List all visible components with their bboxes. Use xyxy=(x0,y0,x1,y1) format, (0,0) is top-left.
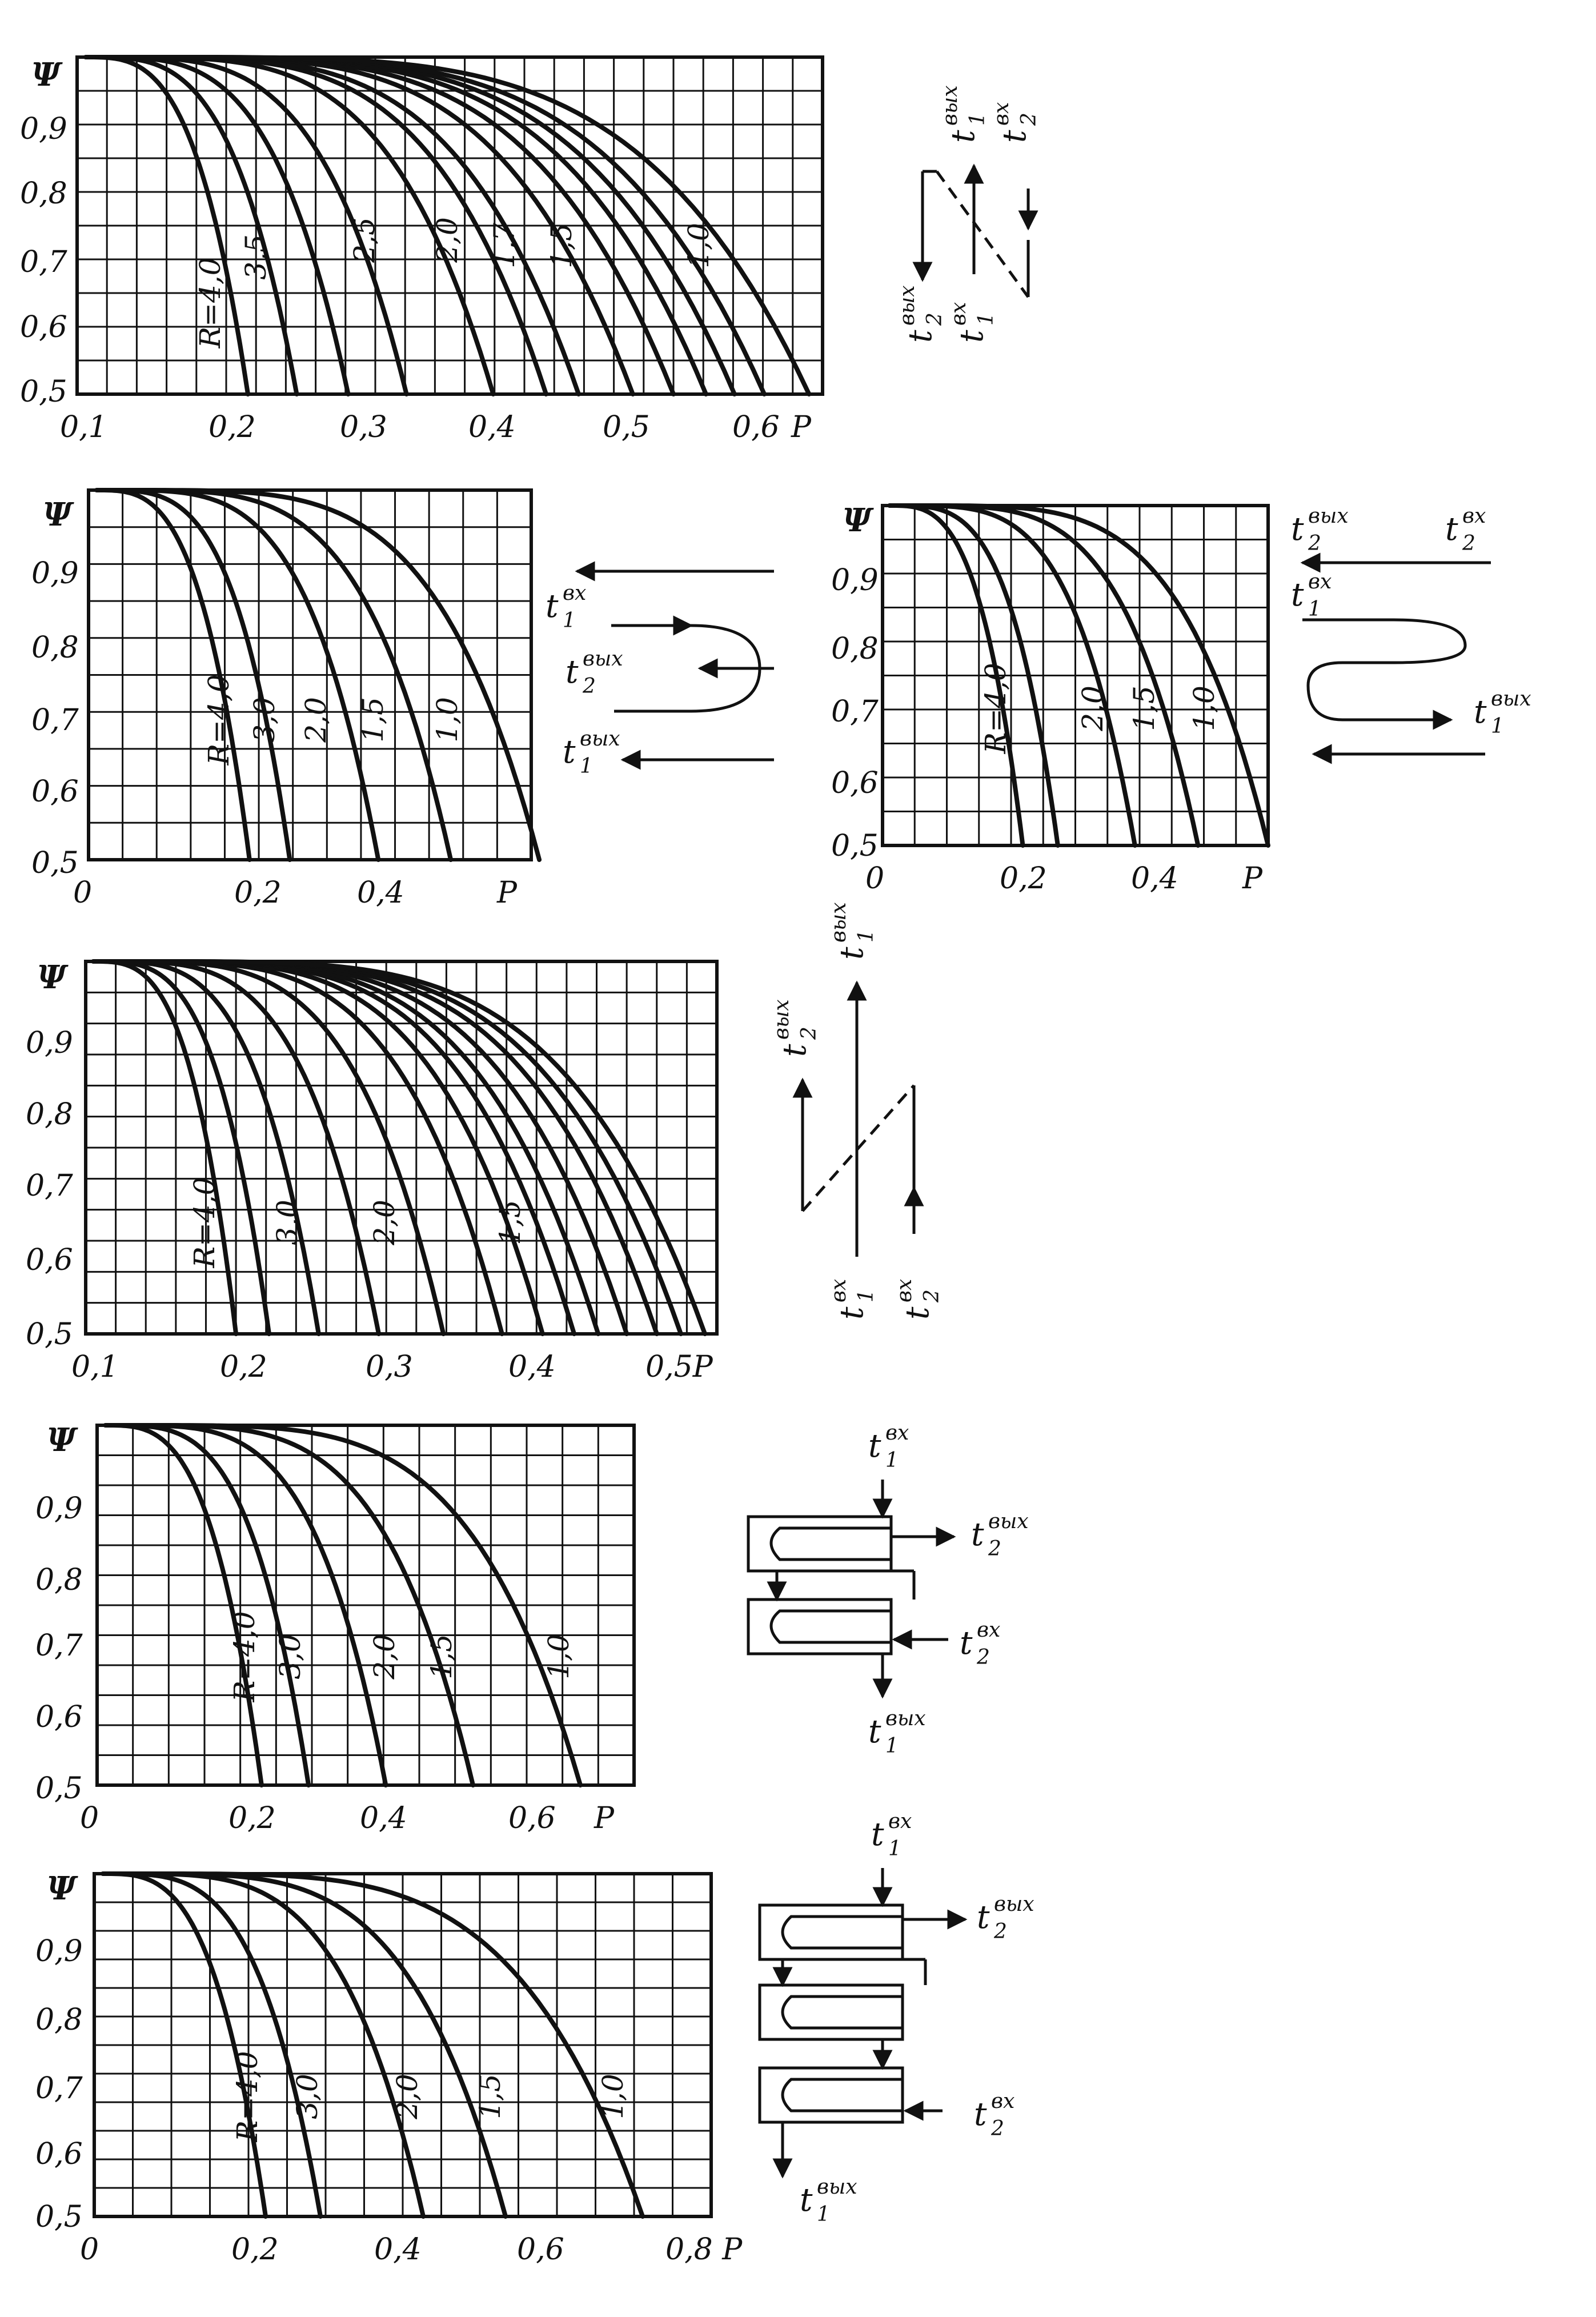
y-tick-label: 0,5 xyxy=(831,829,879,863)
y-tick-label: 0,7 xyxy=(26,1169,73,1203)
x-tick-label: 0,2 xyxy=(228,1801,276,1835)
svg-text:вх: вх xyxy=(947,302,971,326)
svg-text:t: t xyxy=(996,130,1033,143)
series-label: R=4,0 xyxy=(979,663,1012,754)
chart-2 xyxy=(31,490,539,910)
chart-grid xyxy=(89,490,531,860)
series-label: 1,5 xyxy=(425,1634,458,1679)
flow-scheme-6 xyxy=(760,1810,1034,2226)
svg-text:t: t xyxy=(902,330,939,343)
chart-grid xyxy=(86,961,717,1334)
temperature-label xyxy=(947,302,998,343)
y-tick-label: 0,8 xyxy=(26,1097,73,1132)
y-tick-label: 0,6 xyxy=(20,310,67,344)
svg-text:2: 2 xyxy=(797,1027,821,1040)
svg-text:t: t xyxy=(1291,511,1304,548)
y-tick-label: 0,7 xyxy=(831,695,879,729)
series-label: R=4,0 xyxy=(202,674,235,765)
y-tick-label: 0,9 xyxy=(20,112,67,146)
svg-text:1: 1 xyxy=(817,2203,830,2226)
svg-text:2: 2 xyxy=(991,2117,1004,2140)
svg-text:2: 2 xyxy=(583,675,596,698)
y-tick-label: 0,8 xyxy=(20,177,67,211)
series-label: 1,5 xyxy=(474,2074,507,2119)
x-tick-label: P xyxy=(497,876,517,910)
temperature-label xyxy=(566,647,623,698)
temperature-label xyxy=(1474,687,1531,738)
y-tick-label: 0,6 xyxy=(31,775,79,809)
x-tick-label: 0 xyxy=(80,1801,99,1835)
svg-text:2: 2 xyxy=(1308,532,1321,555)
x-tick-label: P xyxy=(594,1801,614,1835)
y-tick-label: 0,8 xyxy=(831,632,879,666)
svg-text:t: t xyxy=(1474,694,1487,731)
series-label: 2,0 xyxy=(368,1634,401,1679)
temperature-label xyxy=(896,285,947,343)
svg-text:t: t xyxy=(953,330,991,343)
chart-3 xyxy=(831,502,1268,896)
temperature-label xyxy=(971,1510,1029,1561)
svg-text:вх: вх xyxy=(827,1278,851,1302)
shell-pass-1 xyxy=(760,1905,903,1959)
series-label: 1,0 xyxy=(596,2074,629,2119)
x-tick-label: 0,6 xyxy=(517,2232,564,2267)
y-tick-label: 0,9 xyxy=(35,1492,83,1526)
chart-4 xyxy=(26,959,717,1384)
svg-text:1: 1 xyxy=(888,1837,901,1861)
shell-pass-1 xyxy=(748,1517,891,1571)
series-label: 1,5 xyxy=(356,697,390,743)
y-tick-label: 0,7 xyxy=(20,245,67,279)
flow-line xyxy=(937,171,1028,297)
chart-6 xyxy=(35,1870,743,2267)
series-label: 1,7 xyxy=(488,223,521,268)
temperature-label xyxy=(960,1618,1000,1669)
svg-text:t: t xyxy=(977,1899,990,1936)
y-tick-label: 0,6 xyxy=(26,1243,73,1277)
svg-text:2: 2 xyxy=(994,1920,1007,1943)
svg-text:t: t xyxy=(833,1306,871,1320)
tube-bundle-2 xyxy=(783,1997,903,2028)
y-tick-label: 0,9 xyxy=(26,1026,73,1060)
series-label: 3,0 xyxy=(291,2074,324,2119)
svg-text:2: 2 xyxy=(1462,532,1475,555)
svg-text:t: t xyxy=(868,1713,881,1750)
y-tick-label: 0,5 xyxy=(35,2200,83,2234)
y-tick-label: 0,7 xyxy=(31,703,79,737)
svg-text:вых: вых xyxy=(770,999,793,1040)
series-label: R=4,0 xyxy=(228,1611,261,1702)
tube-bundle-2 xyxy=(771,1611,891,1642)
x-tick-label: 0,8 P xyxy=(665,2232,743,2267)
y-axis-label: Ψ xyxy=(37,959,67,996)
temperature-label xyxy=(827,902,878,960)
series-label: R=4,0 xyxy=(194,257,227,348)
x-tick-label: 0,6 xyxy=(508,1801,556,1835)
y-tick-label: 0,9 xyxy=(35,1934,83,1969)
svg-text:t: t xyxy=(1445,511,1458,548)
x-tick-label: 0,5P xyxy=(645,1350,713,1384)
x-tick-label: 0 xyxy=(865,861,885,896)
series-label: 1,5 xyxy=(545,223,578,268)
temperature-label xyxy=(1291,570,1332,621)
x-tick-label: 0,2 xyxy=(208,410,256,444)
y-axis-label: Ψ xyxy=(43,496,73,534)
svg-text:1: 1 xyxy=(975,312,998,326)
series-label: R=4,0 xyxy=(188,1177,221,1268)
x-tick-label: 0,2 xyxy=(234,876,282,910)
x-tick-label: 0,2 xyxy=(1000,861,1047,896)
chart-grid xyxy=(97,1425,634,1785)
x-tick-label: 0 xyxy=(80,2232,99,2267)
y-tick-label: 0,6 xyxy=(35,1700,83,1734)
y-tick-label: 0,5 xyxy=(31,846,79,880)
svg-text:вх: вх xyxy=(1308,570,1332,594)
series-label: 3,0 xyxy=(274,1634,307,1679)
x-tick-label: 0,4 xyxy=(468,410,516,444)
shell-pass-3 xyxy=(760,2068,903,2122)
svg-text:t: t xyxy=(800,2182,813,2219)
svg-text:1: 1 xyxy=(885,1734,899,1758)
svg-text:2: 2 xyxy=(977,1646,990,1669)
flow-scheme-1 xyxy=(896,85,1041,343)
tube-bundle-1 xyxy=(771,1528,891,1560)
svg-text:вх: вх xyxy=(977,1618,1001,1642)
x-tick-label: 0,4 xyxy=(374,2232,422,2267)
svg-text:вх: вх xyxy=(885,1421,909,1445)
svg-text:1: 1 xyxy=(885,1449,899,1472)
series-label: 2,0 xyxy=(431,217,464,263)
svg-text:2: 2 xyxy=(923,312,947,326)
chart-grid xyxy=(883,506,1268,845)
temperature-label xyxy=(893,1279,944,1320)
y-tick-label: 0,8 xyxy=(35,2003,83,2037)
y-axis-label: Ψ xyxy=(47,1870,77,1907)
series-label: 3,5 xyxy=(239,234,272,280)
x-tick-label: 0,1 xyxy=(71,1350,119,1384)
series-label: 1,5 xyxy=(494,1200,527,1245)
y-tick-label: 0,5 xyxy=(26,1317,73,1352)
chart-grid xyxy=(94,1874,711,2216)
temperature-label xyxy=(868,1421,909,1472)
y-tick-label: 0,5 xyxy=(35,1771,83,1806)
y-tick-label: 0,9 xyxy=(31,556,79,591)
temperature-label xyxy=(563,727,620,778)
svg-text:2: 2 xyxy=(988,1537,1001,1561)
temperature-label xyxy=(974,2090,1014,2140)
svg-text:t: t xyxy=(566,654,579,691)
flow-scheme-3 xyxy=(1291,504,1531,754)
svg-text:t: t xyxy=(974,2096,987,2133)
flow-scheme-4 xyxy=(770,902,944,1320)
svg-text:вых: вых xyxy=(583,647,623,671)
x-tick-label: 0,4 xyxy=(357,876,404,910)
y-axis-label: Ψ xyxy=(31,56,61,94)
series-label: 1,0 xyxy=(1188,686,1221,731)
svg-text:t: t xyxy=(776,1044,813,1057)
temperature-label xyxy=(868,1707,926,1758)
x-tick-label: 0,4 xyxy=(360,1801,407,1835)
x-tick-label: 0,6 xyxy=(732,410,780,444)
y-axis-label: Ψ xyxy=(843,502,872,539)
series-label: 1,5 xyxy=(1128,686,1161,731)
flow-serpentine xyxy=(1308,620,1465,720)
series-label: 2,0 xyxy=(1076,686,1109,731)
x-tick-label: 0,4 xyxy=(1131,861,1178,896)
svg-text:t: t xyxy=(868,1428,881,1465)
svg-text:t: t xyxy=(871,1816,884,1853)
flow-scheme-2 xyxy=(546,571,774,778)
y-tick-label: 0,6 xyxy=(35,2137,83,2171)
svg-text:вых: вых xyxy=(939,85,962,126)
series-label: 3,0 xyxy=(271,1200,304,1245)
series-label: 1,0 xyxy=(542,1634,575,1679)
temperature-label xyxy=(546,582,586,632)
svg-text:вх: вх xyxy=(1462,504,1486,528)
svg-text:t: t xyxy=(960,1625,973,1662)
y-tick-label: 0,8 xyxy=(31,631,79,665)
svg-text:вых: вых xyxy=(1491,687,1531,711)
svg-text:вх: вх xyxy=(893,1278,916,1302)
x-tick-label: 0,2 xyxy=(231,2232,279,2267)
svg-text:t: t xyxy=(563,733,576,771)
svg-text:вых: вых xyxy=(896,285,919,326)
svg-text:1: 1 xyxy=(855,1289,878,1302)
temperature-label xyxy=(800,2175,857,2226)
svg-text:вых: вых xyxy=(827,902,851,943)
y-tick-label: 0,9 xyxy=(831,563,879,598)
x-tick-label: 0,2 xyxy=(220,1350,267,1384)
svg-text:t: t xyxy=(945,130,982,143)
x-tick-label: P xyxy=(791,410,811,444)
temperature-label xyxy=(939,85,989,143)
y-tick-label: 0,7 xyxy=(35,2071,83,2106)
svg-text:вых: вых xyxy=(580,727,620,751)
temperature-label xyxy=(1445,504,1486,555)
x-tick-label: 0,1 xyxy=(60,410,107,444)
y-axis-label: Ψ xyxy=(47,1421,77,1459)
shell-pass-2 xyxy=(760,1985,903,2039)
temperature-label xyxy=(827,1279,878,1320)
temperature-label xyxy=(770,999,821,1057)
svg-text:1: 1 xyxy=(855,929,878,943)
series-label: 3,0 xyxy=(248,697,281,743)
svg-text:t: t xyxy=(971,1516,984,1553)
series-label: 2,5 xyxy=(348,217,381,263)
svg-text:1: 1 xyxy=(563,609,576,632)
svg-text:вых: вых xyxy=(817,2175,857,2199)
svg-text:t: t xyxy=(546,588,559,625)
svg-text:2: 2 xyxy=(1017,113,1041,126)
x-tick-label: 0 xyxy=(73,876,93,910)
x-tick-label: 0,4 xyxy=(508,1350,556,1384)
svg-text:1: 1 xyxy=(580,755,593,778)
y-tick-label: 0,8 xyxy=(35,1563,83,1597)
svg-text:2: 2 xyxy=(920,1289,944,1302)
temperature-label xyxy=(977,1893,1034,1943)
svg-text:вых: вых xyxy=(988,1510,1029,1533)
x-tick-label: 0,5 xyxy=(603,410,650,444)
x-tick-label: P xyxy=(1242,861,1262,896)
svg-text:вых: вых xyxy=(994,1893,1034,1916)
y-tick-label: 0,6 xyxy=(831,766,879,800)
chart-5 xyxy=(35,1421,634,1835)
svg-text:1: 1 xyxy=(1308,598,1321,621)
svg-text:вх: вх xyxy=(990,102,1013,126)
temperature-label xyxy=(990,102,1041,143)
series-label: 1,0 xyxy=(431,697,464,743)
chart-1 xyxy=(20,56,823,444)
svg-text:вых: вых xyxy=(885,1707,926,1730)
x-tick-label: 0,3 xyxy=(366,1350,413,1384)
svg-text:t: t xyxy=(1291,576,1304,614)
series-label: R=4,0 xyxy=(231,2051,264,2142)
tube-bundle-3 xyxy=(783,2079,903,2111)
x-tick-label: 0,3 xyxy=(340,410,387,444)
temperature-label xyxy=(871,1810,912,1861)
tube-bundle-1 xyxy=(783,1917,903,1948)
svg-text:1: 1 xyxy=(1491,715,1504,738)
shell-pass-2 xyxy=(748,1600,891,1654)
svg-text:t: t xyxy=(833,947,871,960)
svg-text:вх: вх xyxy=(888,1810,912,1833)
series-label: 1,0 xyxy=(682,223,715,268)
svg-text:вых: вых xyxy=(1308,504,1349,528)
series-label: 2,0 xyxy=(391,2074,424,2119)
y-tick-label: 0,7 xyxy=(35,1629,83,1663)
svg-text:вх: вх xyxy=(991,2090,1015,2113)
svg-text:t: t xyxy=(899,1306,936,1320)
flow-scheme-5 xyxy=(748,1421,1029,1758)
temperature-label xyxy=(1291,504,1349,555)
series-label: 2,0 xyxy=(299,697,332,743)
series-label: 2,0 xyxy=(368,1200,401,1245)
y-tick-label: 0,5 xyxy=(20,375,67,409)
svg-text:вх: вх xyxy=(563,582,587,605)
svg-text:1: 1 xyxy=(966,113,989,126)
